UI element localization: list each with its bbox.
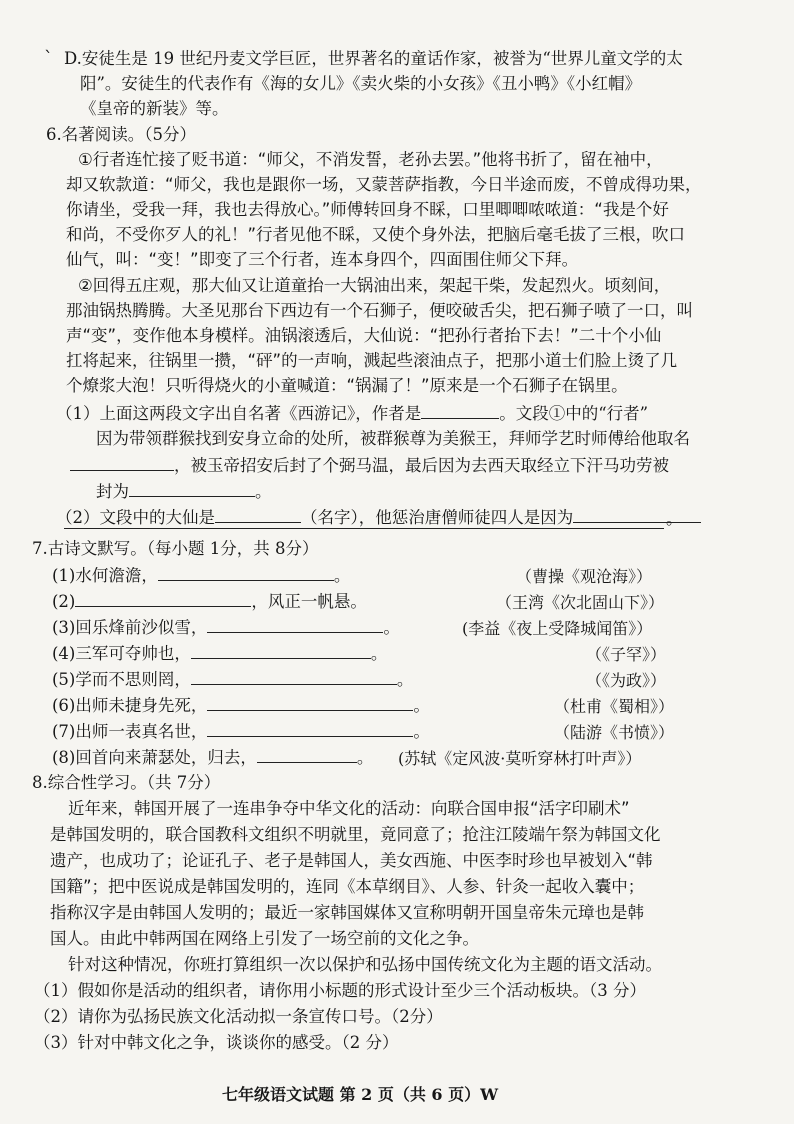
q7-blank[interactable] <box>207 720 413 737</box>
q6-sub2-line-1 <box>56 506 701 529</box>
q6-passage-line: 和尚，不受你歹人的礼！”行者见他不睬，又使个身外法，把脑后毫毛拔了三根，吹口 <box>66 225 686 244</box>
q8-passage-line: 近年来，韩国开展了一连串争夺中华文化的活动：向联合国申报“活字印刷术” <box>68 799 630 818</box>
q7-item-5 <box>52 668 413 691</box>
q6-sub1-text-d: ，被玉帝招安后封了个弼马温，最后因为去西天取经立下汗马功劳被 <box>174 456 669 475</box>
q6-title: 6.名著阅读。（5分） <box>46 125 196 144</box>
q7-blank[interactable] <box>257 746 357 763</box>
q6-passage-line: 个燎浆大泡！只听得烧火的小童喊道：“锅漏了！”原来是一个石狮子在锅里。 <box>66 376 628 395</box>
q6-sub1-line-1 <box>56 402 648 425</box>
q7-source: （陆游《书愤》） <box>554 723 675 742</box>
q6-name-blank[interactable] <box>70 454 174 471</box>
q6-sub1-text-a: （1）上面这两段文字出自名著《西游记》，作者是 <box>56 404 422 423</box>
q6-sub1-text-b: 。文段①中的“行者” <box>499 404 649 423</box>
q8-passage-line: 针对这种情况，你班打算组织一次以保护和弘扬中国传统文化为主题的语文活动。 <box>68 955 662 974</box>
q7-item-prefix: (2) <box>52 592 76 611</box>
q7-source: (李益《夜上受降城闻笛》） <box>462 619 653 638</box>
q7-item-prefix: (5)学而不思则罔， <box>52 670 191 689</box>
q8-passage-line: 国人。由此中韩两国在网络上引发了一场空前的文化之争。 <box>50 929 479 948</box>
option-d-line-1: D.安徒生是 19 世纪丹麦文学巨匠，世界著名的童话作家，被誉为“世界儿童文学的太 <box>64 49 683 68</box>
q7-item-prefix: (3)回乐烽前沙似雪， <box>52 618 208 637</box>
q7-item-prefix: (1)水何澹澹， <box>52 566 158 585</box>
q7-item-suffix: ，风正一帆悬。 <box>251 592 367 611</box>
q6-author-blank[interactable] <box>421 402 499 419</box>
q7-blank[interactable] <box>207 616 383 633</box>
q7-item-prefix: (8)回首向来萧瑟处，归去， <box>52 748 257 767</box>
q7-item-6 <box>52 694 430 717</box>
q8-passage-line: 国籍”；把中医说成是韩国发明的，连同《本草纲目》、人参、针灸一起收入囊中； <box>50 877 645 896</box>
stray-mark: ` <box>44 48 53 69</box>
q6-sub1-line-4 <box>96 480 272 503</box>
q7-source: （《为政》） <box>586 671 667 690</box>
q6-passage-line: ②回得五庄观，那大仙又让道童抬一大锅油出来，架起干柴，发起烈火。顷刻间， <box>78 276 671 295</box>
q7-item-suffix: 。 <box>333 566 351 585</box>
q7-item-2 <box>52 590 367 613</box>
q6-sub1-text-f: 。 <box>255 482 272 501</box>
q7-blank[interactable] <box>158 564 334 581</box>
q6-passage-line: 那油锅热腾腾。大圣见那台下西边有一个石狮子，便咬破舌尖，把石狮子喷了一口，叫 <box>66 301 693 320</box>
q6-passage-line: 却又软款道：“师父，我也是跟你一场，又蒙菩萨指教，今日半途而废，不曾成得功果， <box>66 175 702 194</box>
q7-item-7 <box>52 720 430 743</box>
q7-item-suffix: 。 <box>413 696 430 715</box>
q7-item-suffix: 。 <box>383 618 400 637</box>
q7-source: （曹操《观沧海》） <box>516 567 653 586</box>
q8-passage-line: 指称汉字是由韩国人发明的；最近一家韩国媒体又宣称明朝开国皇帝朱元璋也是韩 <box>50 903 644 922</box>
q8-sub1: （1）假如你是活动的组织者，请你用小标题的形式设计至少三个活动板块。（3 分） <box>34 981 646 1000</box>
q6-passage-line: 仙气，叫：“变！”即变了三个行者，连本身四个，四面围住师父下拜。 <box>66 250 579 269</box>
q7-item-suffix: 。 <box>370 644 388 663</box>
q7-item-4 <box>52 642 387 665</box>
q7-item-suffix: 。 <box>396 670 414 689</box>
q6-sub1-line-3 <box>70 454 669 477</box>
q7-source: （《子罕》） <box>586 645 667 664</box>
q7-item-suffix: 。 <box>356 748 374 767</box>
q6-passage-line: 你请坐，受我一拜，我也去得放心。”师傅转回身不睬，口里唧唧哝哝道：“我是个好 <box>66 200 669 219</box>
q7-title: 7.古诗文默写。（每小题 1分，共 8分） <box>32 539 319 558</box>
q7-blank[interactable] <box>207 694 413 711</box>
q7-blank[interactable] <box>75 590 251 607</box>
q7-item-suffix: 。 <box>413 722 430 741</box>
q8-title: 8.综合性学习。（共 7分） <box>32 773 221 792</box>
q6-sub2-text-a: （2）文段中的大仙是 <box>56 508 215 527</box>
q6-passage-line: ①行者连忙接了贬书道：“师父，不消发誓，老孙去罢。”他将书折了，留在袖中， <box>78 150 663 169</box>
q7-item-prefix: (6)出师未捷身先死， <box>52 696 208 715</box>
q6-sub2-end: 。 <box>666 509 683 528</box>
q6-title-blank[interactable] <box>129 480 255 497</box>
q7-blank[interactable] <box>191 668 397 685</box>
q7-source: (苏轼《定风波·莫听穿林打叶声》） <box>398 749 642 768</box>
q8-passage-line: 是韩国发明的，联合国教科文组织不明就里，竟同意了；抢注江陵端午祭为韩国文化 <box>50 825 661 844</box>
q6-passage-line: 扛将起来，往锅里一攒，“砰”的一声响，溅起些滚油点子，把那小道士们脸上烫了几 <box>66 351 678 370</box>
page-footer: 七年级语文试题 第 2 页（共 6 页）W <box>222 1085 499 1104</box>
q7-item-1 <box>52 564 350 587</box>
q7-item-8 <box>52 746 373 769</box>
option-d-line-3: 《皇帝的新装》等。 <box>80 99 229 118</box>
q6-immortal-name-blank[interactable] <box>215 506 301 523</box>
q7-item-prefix: (4)三军可夺帅也， <box>52 644 191 663</box>
q7-item-3 <box>52 616 400 639</box>
option-d-line-2: 阳”。安徒生的代表作有《海的女儿》《卖火柴的小女孩》《丑小鸭》《小红帽》 <box>80 74 642 93</box>
q7-item-prefix: (7)出师一表真名世， <box>52 722 208 741</box>
q6-sub2-text-b: （名字），他惩治唐僧师徒四人是因为 <box>301 508 574 527</box>
q6-reason-answer-line[interactable] <box>64 528 664 529</box>
q6-sub1-text-e: 封为 <box>96 482 129 501</box>
q6-sub1-line-2: 因为带领群猴找到安身立命的处所，被群猴尊为美猴王，拜师学艺时师傅给他取名 <box>96 429 690 448</box>
q8-sub2: （2）请你为弘扬民族文化活动拟一条宣传口号。（2分） <box>34 1007 443 1026</box>
q7-blank[interactable] <box>191 642 371 659</box>
q7-source: （王湾《次北固山下》） <box>496 593 665 612</box>
q8-passage-line: 遗产，也成功了；论证孔子、老子是韩国人，美女西施、中医李时珍也早被划入“韩 <box>50 851 653 870</box>
q6-passage-line: 声“变”，变作他本身模样。油锅滚透后，大仙说：“把孙行者抬下去！”二十个小仙 <box>66 326 662 345</box>
q7-source: （杜甫《蜀相》） <box>554 697 675 716</box>
q8-sub3: （3）针对中韩文化之争，谈谈你的感受。（2 分） <box>34 1033 399 1052</box>
